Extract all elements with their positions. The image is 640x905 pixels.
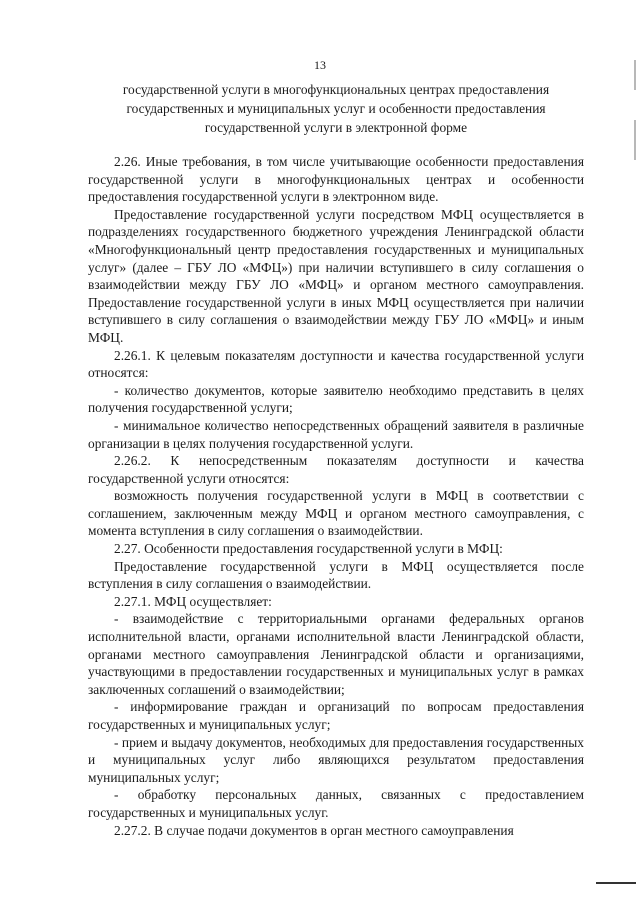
list-item-personal-data: - обработку персональных данных, связанных с предоставлением государственных и муниципальных услуг. <box>88 787 584 820</box>
heading-line: государственной услуги в электронной форме <box>204 120 468 136</box>
paragraph-mfc-possibility: возможность получения государственной услуги в МФЦ в соответствии с соглашением, заключенным между МФЦ и органом местного самоуправления, с момента вступления в силу соглашения о взаимодействии. <box>88 488 584 539</box>
section-heading <box>88 80 584 138</box>
document-body <box>88 153 584 839</box>
list-item-interaction: - взаимодействие с территориальными органами федеральных органов исполнительной власти, органами исполнительной власти Ленинградской области, органами местного самоуправления Ленинградской области и организациями, участвующими в предоставлении государственных и муниципальных услуг в рамках заключенных соглашений о взаимодействии; <box>88 611 584 697</box>
page-number: 13 <box>314 58 326 72</box>
paragraph-2-26-2: 2.26.2. К непосредственным показателям доступности и качества государственной услуги относятся: <box>88 453 584 486</box>
paragraph-2-27-1: 2.27.1. МФЦ осуществляет: <box>114 593 272 609</box>
paragraph-2-27: 2.27. Особенности предоставления государственной услуги в МФЦ: <box>114 541 503 557</box>
paragraph-2-26-1: 2.26.1. К целевым показателям доступности и качества государственной услуги относятся: <box>88 347 584 381</box>
heading-line: государственной услуги в многофункциональных центрах предоставления <box>122 82 550 97</box>
list-item-min-requests: - минимальное количество непосредственных обращений заявителя в различные организации в целях получения государственной услуги. <box>88 417 584 451</box>
paragraph-2-26: 2.26. Иные требования, в том числе учитывающие особенности предоставления государственной услуги в многофункциональных центрах и особенности предоставления государственной услуги в электронном виде. <box>88 154 584 205</box>
list-item-informing: - информирование граждан и организаций по вопросам предоставления государственных и муниципальных услуг; <box>88 699 584 732</box>
paragraph-2-27-2: 2.27.2. В случае подачи документов в орган местного самоуправления <box>114 822 514 838</box>
paragraph-mfc-provision: Предоставление государственной услуги посредством МФЦ осуществляется в подразделениях государственного бюджетного учреждения Ленинградской области «Многофункциональный центр предоставления государственных и муниципальных услуг» (далее – ГБУ ЛО «МФЦ») при наличии вступившего в силу соглашения о взаимодействии между ГБУ ЛО «МФЦ» и органом местного самоуправления. Предоставление государственной услуги в иных МФЦ осуществляется при наличии вступившего в силу соглашения о взаимодействии между ГБУ ЛО «МФЦ» и иным МФЦ. <box>88 206 584 345</box>
list-item-document-count: - количество документов, которые заявителю необходимо представить в целях получения государственной услуги; <box>88 382 584 416</box>
scan-edge-mark <box>634 120 636 160</box>
scan-edge-mark <box>634 60 636 90</box>
heading-line: государственных и муниципальных услуг и особенности предоставления <box>126 101 546 117</box>
list-item-reception: - прием и выдачу документов, необходимых для предоставления государственных и муниципальных услуг либо являющихся результатом предоставления муниципальных услуг; <box>88 734 584 785</box>
scan-footer-mark <box>596 882 636 884</box>
paragraph-mfc-after-agreement: Предоставление государственной услуги в МФЦ осуществляется после вступления в силу соглашения о взаимодействии. <box>88 558 584 592</box>
